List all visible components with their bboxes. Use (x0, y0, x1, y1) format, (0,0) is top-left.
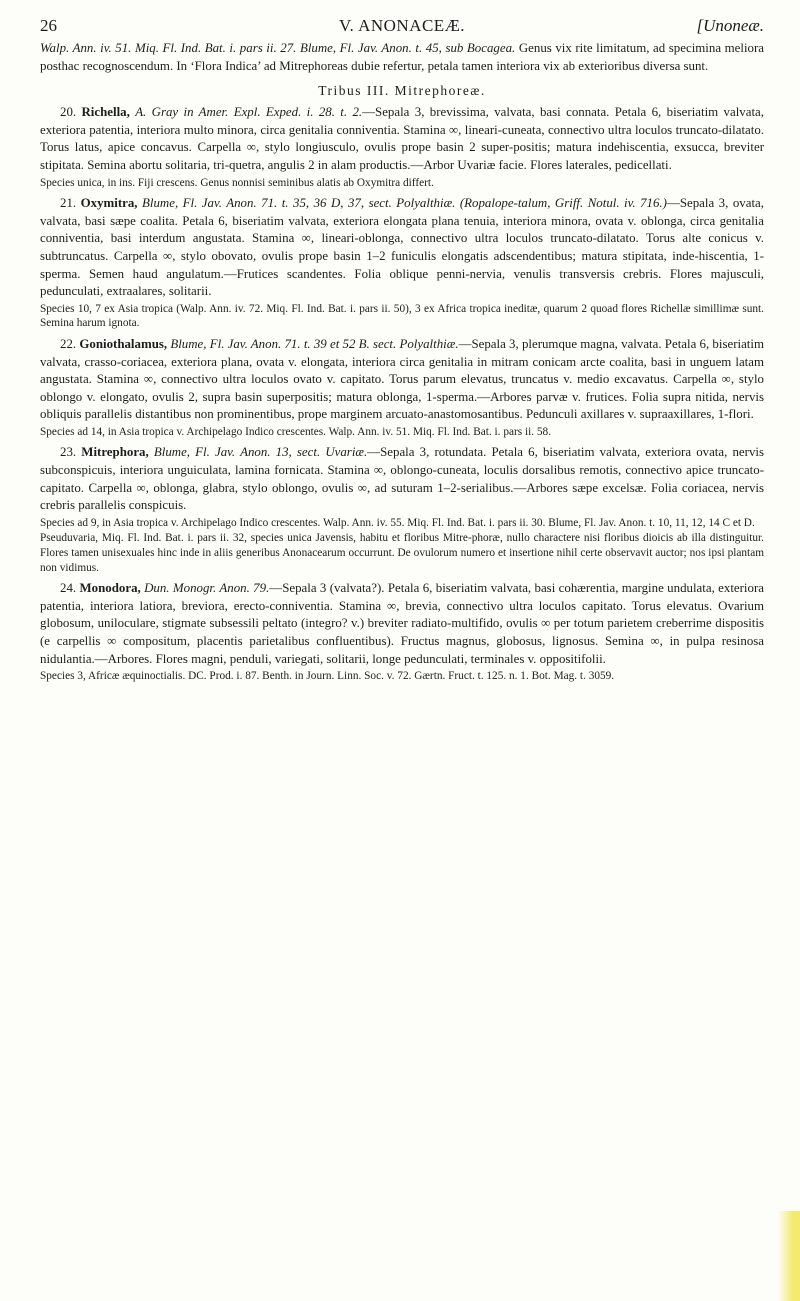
intro-ref: Walp. Ann. iv. 51. Miq. Fl. Ind. Bat. i. pars ii. 27. Blume, Fl. Jav. Anon. t. 45, sub Bocagea. (40, 41, 516, 55)
genus-authority: A. Gray in Amer. Expl. Exped. i. 28. t. 2. (135, 105, 363, 120)
genus-entry: 20. Richella, A. Gray in Amer. Expl. Exped. i. 28. t. 2.—Sepala 3, brevissima, valvata, basi connata. Petala 6, biseriatim valvata, exteriora patentia, interiora multo minora, circa genitalia conniventia. Stamina ∞, lineari-cuneata, connectivo ultra loculos truncato-dilatato. Torus latus, apice concavus. Carpella ∞, stylo longiusculo, ovulis prope basin 2 super-positis; matura indehiscentia, exsucca, breviter stipitata. Semina abortu solitaria, tri-quetra, angulis 2 in alam productis.—Arbor Uvariæ facie. Flores laterales, pedicellati. Species unica, in ins. Fiji crescens. Genus nonnisi seminibus alatis ab Oxymitra differt. (40, 105, 764, 189)
page-number: 26 (40, 16, 57, 35)
genus-description: —Sepala 3, plerumque magna, valvata. Petala 6, biseriatim valvata, crasso-coriacea, exteriora plana, ovata v. elongata, interiora circa genitalia in mitram conicam arcte coalita, basi in unguem latam angustata. Stamina ∞, connectivo ultra loculos ovato v. capitato. Torus parum elevatus, truncatus v. medio excavatus. Carpella ∞, stylo oblongo v. elongato, ovulis 2, supra basin superpositis; matura oblonga, 1-sperma.—Arbores parvæ v. frutices. Folia supra nitida, nervis obliquis parallelis distantibus non prominentibus, prope marginem arcuato-anastomosantibus. Pedunculi axillares v. supraaxillares, 1-flori. (40, 336, 764, 422)
genus-note: Pseuduvaria, Miq. Fl. Ind. Bat. i. pars ii. 32, species unica Javensis, habitu et floribus Mitre-phoræ, nullo charactere nisi floribus dioicis ab illa distinguitur. Flores tamen unisexuales hinc inde in aliis generibus Anonacearum occurrunt. De ovulorum numero et insertione nihil certe observavit auctor; nos ipsi plantam non vidimus. (40, 532, 764, 574)
genus-note: Species 3, Africæ æquinoctialis. DC. Prod. i. 87. Benth. in Journ. Linn. Soc. v. 72. Gærtn. Fruct. t. 125. n. 1. Bot. Mag. t. 3059. (40, 670, 615, 683)
genus-authority: Blume, Fl. Jav. Anon. 71. t. 39 et 52 B. sect. Polyalthiæ. (170, 336, 459, 351)
genus-name: Monodora, (79, 581, 141, 596)
page-edge-tab (778, 1211, 800, 1301)
genus-authority: Blume, Fl. Jav. Anon. 71. t. 35, 36 D, 37, sect. Polyalthiæ. (Ropalope-talum, Griff. Notul. iv. 716.) (142, 196, 667, 211)
genus-description: —Sepala 3, ovata, valvata, basi sæpe coalita. Petala 6, biseriatim valvata, exteriora elongata plana tenuia, interiora minora, ovata v. oblonga, circa genitalia conniventia, basi interdum angustata. Stamina ∞, lineari-oblonga, connectivo ultra loculos truncato-dilatato. Torus alte conicus v. subtruncatus. Carpella ∞, stylo obovato, ovulis prope basin 1–2 funiculis elongatis adscendentibus; matura stipitata, inde-hiscentia, 1-sperma. Semen haud angulatum.—Frutices scandentes. Folia oblique penni-nervia, venulis transversis crebris. Flores majusculi, pedunculati, extraalares, solitarii. (40, 196, 764, 299)
genus-name: Richella, (81, 105, 130, 120)
intro-text: Genus vix rite limitatum, ad specimina meliora posthac recognoscendum. In ‘Flora Indica’ ad Mitrephoreas dubie refertur, petala tamen interiora vix ab exterioribus diversa sunt. (40, 41, 764, 73)
genus-authority: Dun. Monogr. Anon. 79. (144, 581, 270, 596)
tribe-heading: Tribus III. Mitrephoreæ. (318, 83, 486, 99)
genus-description: —Sepala 3, rotundata. Petala 6, biseriatim valvata, exteriora ovata, nervis subconspicuis, interiora unguiculata, lamina fornicata. Stamina ∞, oblongo-cuneata, loculis dorsalibus remotis, connectivo apice truncato-capitato. Carpella ∞, oblonga, glabra, stylo oblongo, ovulis ∞, ad suturam 1–2-serialibus.—Arbores sæpe excelsæ. Folia coriacea, nervis crebris parallelis conspicuis. (40, 445, 764, 513)
genus-entry: 22. Goniothalamus, Blume, Fl. Jav. Anon. 71. t. 39 et 52 B. sect. Polyalthiæ.—Sepala 3, plerumque magna, valvata. Petala 6, biseriatim valvata, crasso-coriacea, exteriora plana, ovata v. elongata, interiora circa genitalia in mitram conicam arcte coalita, basi in unguem latam angustata. Stamina ∞, connectivo ultra loculos ovato v. capitato. Torus parum elevatus, truncatus v. medio excavatus. Carpella ∞, stylo oblongo v. elongato, ovulis 2, supra basin superpositis; matura oblonga, 1-sperma.—Arbores parvæ v. frutices. Folia supra nitida, nervis obliquis parallelis distantibus non prominentibus, prope marginem arcuato-anastomosantibus. Pedunculi axillares v. supraaxillares, 1-flori. Species ad 14, in Asia tropica v. Archipelago Indico crescentes. Walp. Ann. iv. 51. Miq. Fl. Ind. Bat. i. pars ii. 58. (40, 336, 764, 438)
genus-note: Species unica, in ins. Fiji crescens. Genus nonnisi seminibus alatis ab Oxymitra differt. (40, 176, 434, 189)
genus-note: Species ad 9, in Asia tropica v. Archipelago Indico crescentes. Walp. Ann. iv. 55. Miq. Fl. Ind. Bat. i. pars ii. 30. Blume, Fl. Jav. Anon. t. 10, 11, 12, 14 C et D. (40, 516, 755, 529)
genus-description: —Sepala 3, brevissima, valvata, basi connata. Petala 6, biseriatim valvata, exteriora patentia, interiora multo minora, circa genitalia conniventia. Stamina ∞, lineari-cuneata, connectivo ultra loculos truncato-dilatato. Torus latus, apice concavus. Carpella ∞, stylo longiusculo, ovulis prope basin 2 super-positis; matura indehiscentia, exsucca, breviter stipitata. Semina abortu solitaria, tri-quetra, angulis 2 in alam productis.—Arbor Uvariæ facie. Flores laterales, pedicellati. (40, 105, 764, 172)
genus-authority: Blume, Fl. Jav. Anon. 13, sect. Uvariæ. (153, 445, 368, 460)
genus-description: —Sepala 3 (valvata?). Petala 6, biseriatim valvata, basi cohærentia, margine undulata, exteriora patentia, interiora latiora, breviora, erecto-conniventia. Stamina ∞, brevia, connectivo ultra loculos capitato. Torus elevatus. Ovarium globosum, uniloculare, stigmate subsessili peltato (integro? v.) breviter radiato-multifido, ovulis ∞ per totum parietem creberrime dispositis (e carpellis ∞ compositum, placentis parietalibus confluentibus). Fructus magnus, globosus, lignosus. Semina ∞, in pulpa resinosa nidulantia.—Arbores. Flores magni, penduli, variegati, solitarii, longe pedunculati, terminales v. oppositifolii. (40, 581, 764, 666)
genus-note: Species ad 14, in Asia tropica v. Archipelago Indico crescentes. Walp. Ann. iv. 51. Miq. Fl. Ind. Bat. i. pars ii. 58. (40, 425, 552, 438)
section-label: [Unoneæ. (696, 16, 764, 35)
genus-name: Mitrephora, (81, 445, 149, 460)
genus-entry: 24. Monodora, Dun. Monogr. Anon. 79.—Sepala 3 (valvata?). Petala 6, biseriatim valvata, basi cohærentia, margine undulata, exteriora patentia, interiora latiora, breviora, erecto-conniventia. Stamina ∞, brevia, connectivo ultra loculos capitato. Torus elevatus. Ovarium globosum, uniloculare, stigmate subsessili peltato (integro? v.) breviter radiato-multifido, ovulis ∞ per totum parietem creberrime dispositis (e carpellis ∞ compositum, placentis parietalibus confluentibus). Fructus magnus, globosus, lignosus. Semina ∞, in pulpa resinosa nidulantia.—Arbores. Flores magni, penduli, variegati, solitarii, longe pedunculati, terminales v. oppositifolii. Species 3, Africæ æquinoctialis. DC. Prod. i. 87. Benth. in Journ. Linn. Soc. v. 72. Gærtn. Fruct. t. 125. n. 1. Bot. Mag. t. 3059. (40, 581, 764, 683)
genus-entry: 23. Mitrephora, Blume, Fl. Jav. Anon. 13, sect. Uvariæ.—Sepala 3, rotundata. Petala 6, biseriatim valvata, exteriora ovata, nervis subconspicuis, interiora unguiculata, lamina fornicata. Stamina ∞, oblongo-cuneata, loculis dorsalibus remotis, connectivo apice truncato-capitato. Carpella ∞, oblonga, glabra, stylo oblongo, ovulis ∞, ad suturam 1–2-serialibus.—Arbores sæpe excelsæ. Folia coriacea, nervis crebris parallelis conspicuis. Species ad 9, in Asia tropica v. Archipelago Indico crescentes. Walp. Ann. iv. 55. Miq. Fl. Ind. Bat. i. pars ii. 30. Blume, Fl. Jav. Anon. t. 10, 11, 12, 14 C et D. Pseuduvaria, Miq. Fl. Ind. Bat. i. pars ii. 32, species unica Javensis, habitu et floribus Mitre-phoræ, nullo charactere nisi floribus dioicis ab illa distinguitur. Flores tamen unisexuales hinc inde in aliis generibus Anonacearum occurrunt. De ovulorum numero et insertione nihil certe observavit auctor; nos ipsi plantam non vidimus. (40, 445, 764, 574)
genus-note: Species 10, 7 ex Asia tropica (Walp. Ann. iv. 72. Miq. Fl. Ind. Bat. i. pars ii. 50), 3 ex Africa tropica ineditæ, quarum 2 quoad flores Richellæ simillimæ sunt. Semina harum ignota. (40, 302, 764, 330)
genus-name: Goniothalamus, (79, 336, 168, 351)
page-header (40, 12, 764, 40)
genus-name: Oxymitra, (80, 196, 138, 211)
running-title: V. ANONACEÆ. (338, 16, 466, 35)
genus-entry: 21. Oxymitra, Blume, Fl. Jav. Anon. 71. t. 35, 36 D, 37, sect. Polyalthiæ. (Ropalope-talum, Griff. Notul. iv. 716.)—Sepala 3, ovata, valvata, basi sæpe coalita. Petala 6, biseriatim valvata, exteriora elongata plana tenuia, interiora minora, ovata v. oblonga, circa genitalia conniventia, basi interdum angustata. Stamina ∞, lineari-oblonga, connectivo ultra loculos truncato-dilatato. Torus alte conicus v. subtruncatus. Carpella ∞, stylo obovato, ovulis prope basin 1–2 funiculis elongatis adscendentibus; matura stipitata, inde-hiscentia, 1-sperma. Semen haud angulatum.—Frutices scandentes. Folia oblique penni-nervia, venulis transversis crebris. Flores majusculi, pedunculati, extraalares, solitarii. Species 10, 7 ex Asia tropica (Walp. Ann. iv. 72. Miq. Fl. Ind. Bat. i. pars ii. 50), 3 ex Africa tropica ineditæ, quarum 2 quoad flores Richellæ simillimæ sunt. Semina harum ignota. (40, 196, 764, 330)
intro-paragraph (40, 40, 764, 75)
